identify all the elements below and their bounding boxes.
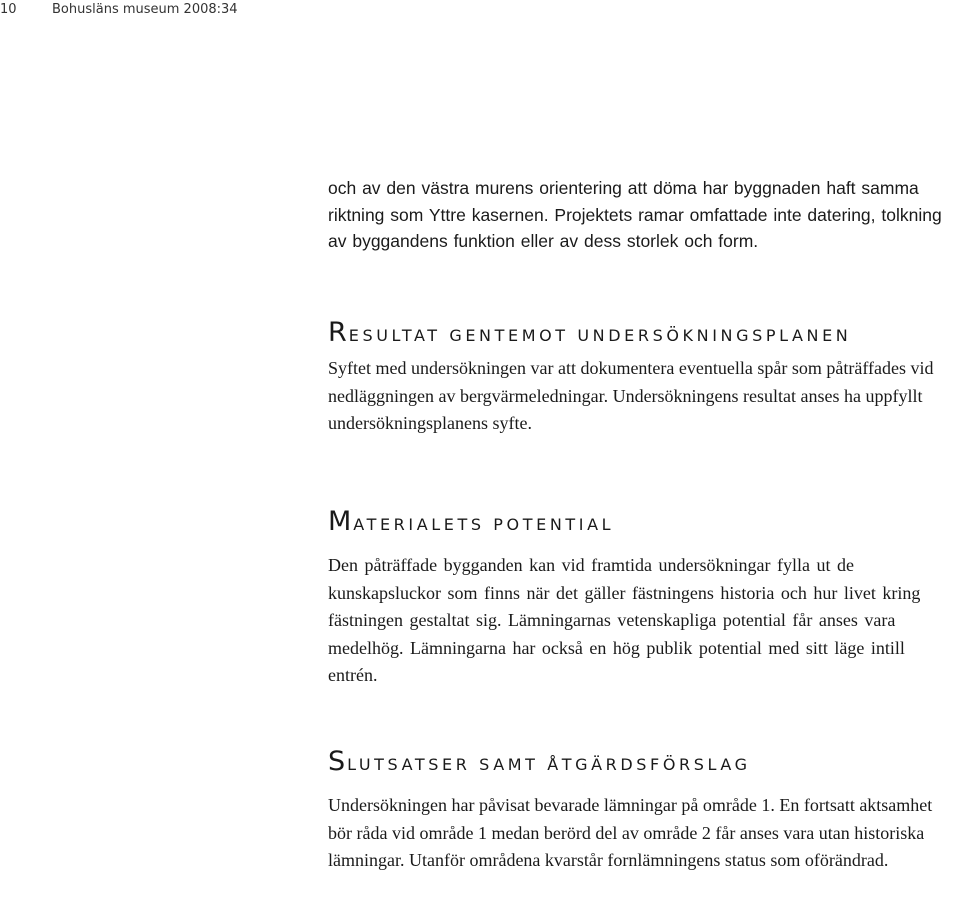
section-body-conclusions: Undersökningen har påvisat bevarade lämningar på område 1. En fortsatt aktsamhet bör råda vid område 1 medan berörd del av område 2 får anses vara utan historiska lämningar. Utanför områdena kvarstår fornlämningens status som oförändrad. bbox=[328, 795, 933, 870]
section-potential bbox=[328, 507, 956, 690]
publication-title: Bohusläns museum 2008:34 bbox=[52, 2, 238, 17]
section-results bbox=[328, 318, 956, 438]
section-heading-conclusions: SLUTSATSER SAMT ÅTGÄRDSFÖRSLAG bbox=[328, 746, 751, 777]
page-number: 10 bbox=[0, 2, 17, 17]
section-heading-potential: MATERIALETS POTENTIAL bbox=[328, 506, 615, 537]
section-heading-results: RESULTAT GENTEMOT UNDERSÖKNINGSPLANEN bbox=[328, 317, 852, 348]
running-header bbox=[0, 2, 238, 17]
section-body-potential: Den påträffade bygganden kan vid framtida undersökningar fylla ut de kunskapsluckor som finns när det gäller fästningens historia och hur livet kring fästningen gestaltat sig. Lämningarnas vetenskapliga potential får anses vara medelhög. Lämningarna har också en hög publik potential med sitt läge intill entrén. bbox=[328, 555, 921, 685]
section-body-results: Syftet med undersökningen var att dokumentera eventuella spår som påträffades vid nedläggningen av bergvärmeledningar. Undersökningens resultat anses ha uppfyllt undersökningsplanens syfte. bbox=[328, 358, 934, 433]
intro-block bbox=[328, 175, 956, 255]
intro-paragraph: och av den västra murens orientering att döma har byggnaden haft samma riktning som Yttre kasernen. Projektets ramar omfattade inte datering, tolkning av byggandens funktion eller av dess storlek och form. bbox=[328, 178, 942, 251]
section-conclusions bbox=[328, 747, 956, 875]
